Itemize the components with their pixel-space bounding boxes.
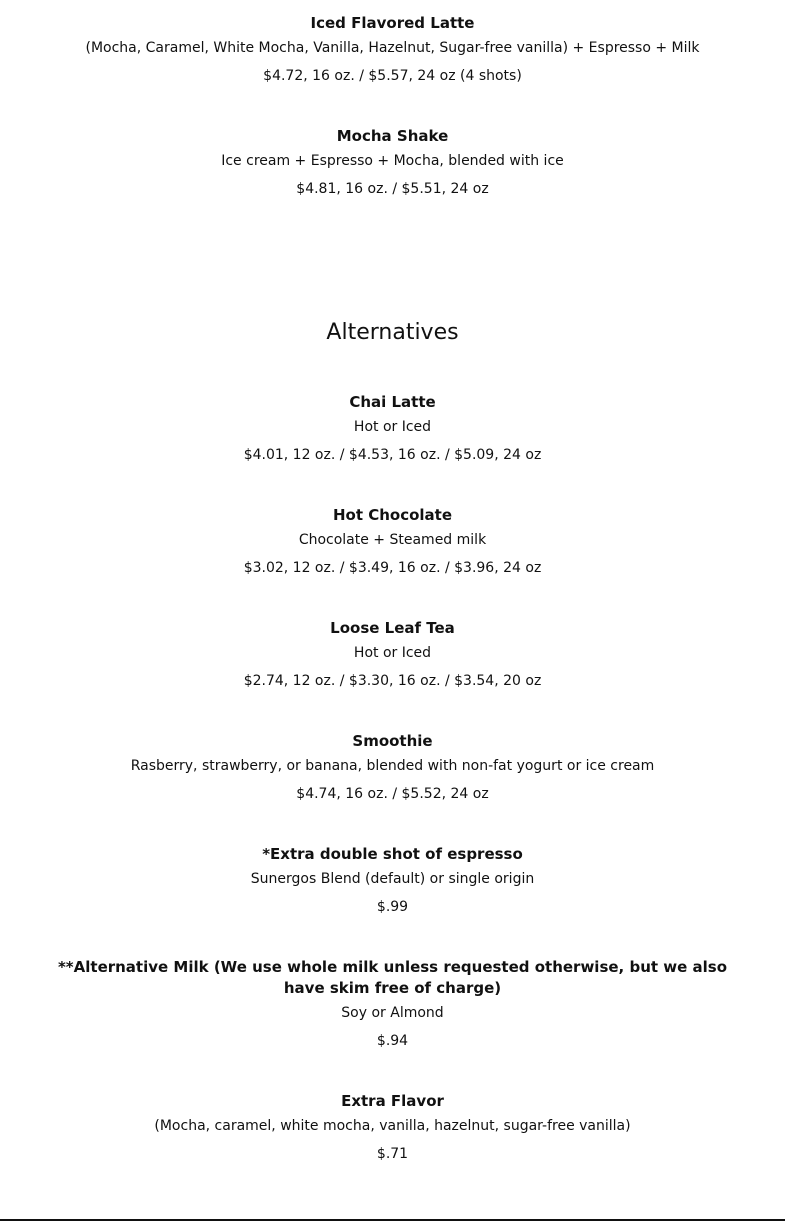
item-description: Chocolate + Steamed milk [298,532,487,548]
item-price: $4.01, 12 oz. / $4.53, 16 oz. / $5.09, 24 oz [243,447,542,463]
item-description: Sunergos Blend (default) or single origin [250,871,535,887]
item-description: (Mocha, Caramel, White Mocha, Vanilla, Hazelnut, Sugar-free vanilla) + Espresso + Milk [85,40,700,56]
menu-item-smoothie [40,731,745,803]
menu-item-mocha-shake [40,126,745,198]
item-price: $4.81, 16 oz. / $5.51, 24 oz [296,181,489,197]
item-price: $.94 [376,1033,409,1049]
menu-item-iced-flavored-latte [40,13,745,85]
item-description: Hot or Iced [353,419,432,435]
item-price: $4.72, 16 oz. / $5.57, 24 oz (4 shots) [263,68,522,84]
menu-item-extra-espresso-shot [40,844,745,916]
item-price: $.99 [376,899,409,915]
item-name: Loose Leaf Tea [330,619,455,637]
item-name: Hot Chocolate [332,506,453,524]
item-description: Soy or Almond [341,1005,444,1021]
item-price: $3.02, 12 oz. / $3.49, 16 oz. / $3.96, 24 oz [243,560,542,576]
menu-item-chai-latte [40,392,745,464]
item-name: Chai Latte [349,393,436,411]
item-name: Mocha Shake [336,127,449,145]
item-description: Rasberry, strawberry, or banana, blended with non-fat yogurt or ice cream [130,758,655,774]
item-name: *Extra double shot of espresso [262,845,523,863]
item-price: $4.74, 16 oz. / $5.52, 24 oz [296,786,489,802]
item-name: Iced Flavored Latte [310,14,475,32]
item-name: Extra Flavor [341,1092,444,1110]
item-description: (Mocha, caramel, white mocha, vanilla, hazelnut, sugar-free vanilla) [154,1118,631,1134]
menu-item-hot-chocolate [40,505,745,577]
menu-item-alternative-milk [40,957,745,1050]
item-price: $2.74, 12 oz. / $3.30, 16 oz. / $3.54, 20 oz [243,673,542,689]
item-name: **Alternative Milk (We use whole milk unless requested otherwise, but we also have skim free of charge) [57,958,728,997]
item-description: Ice cream + Espresso + Mocha, blended with ice [221,153,564,169]
item-name: Smoothie [352,732,433,750]
item-description: Hot or Iced [353,645,432,661]
item-price: $.71 [376,1146,409,1162]
section-title-alternatives: Alternatives [326,320,459,345]
menu-item-loose-leaf-tea [40,618,745,690]
bottom-divider [0,1219,785,1221]
menu-item-extra-flavor [40,1091,745,1163]
